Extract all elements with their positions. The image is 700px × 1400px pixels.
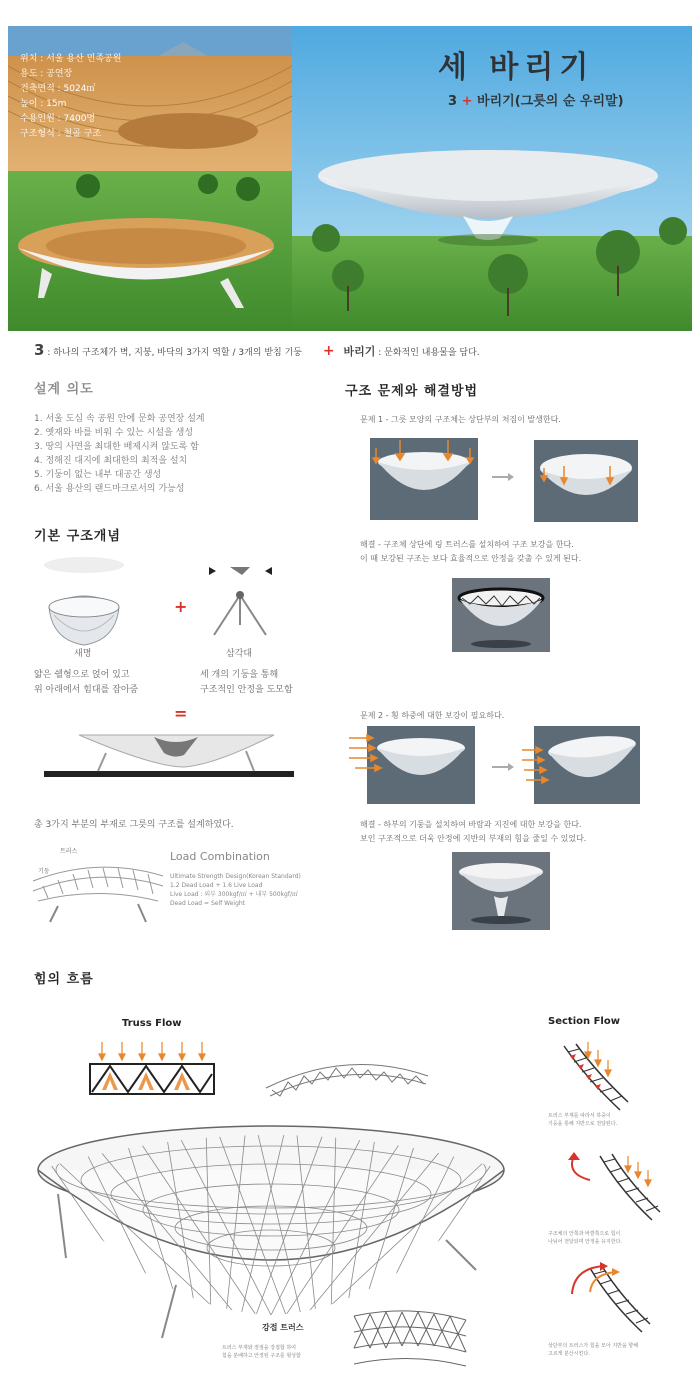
load-line: Ultimate Strength Design(Korean Standard) [170,873,301,880]
solution1-image [452,578,550,652]
list-item: 2. 옛재와 바를 비워 수 있는 시설을 생성 [34,428,194,438]
ring-truss-segment [262,1052,432,1098]
problem1-before-image [370,438,478,520]
concept-bari-text: : 문화적인 내용물을 담다. [378,348,480,358]
solution2-image [452,852,550,930]
load-truss-diagram [28,846,168,924]
arrow-right-icon [492,472,514,482]
force-flow-title: 힘의 흐름 [34,972,94,987]
load-title: Load Combination [170,850,270,863]
solution-1: 해결 - 구조체 상단에 링 트러스를 설치하여 구조 보강을 한다. 이 때 보강된 구조는 보다 효율적으로 안정을 갖출 수 있게 된다. [360,540,582,563]
subtitle-text: 바리기(그릇의 순 우리말) [477,94,624,109]
basic-concept-title: 기본 구조개념 [34,529,121,544]
load-line: 1.2 Dead Load + 1.6 Live Load [170,882,263,889]
svg-text:+: + [174,597,188,616]
info-line: 건축면적 : 5024㎡ [20,84,96,94]
subtitle-plus: + [461,94,473,109]
rigid-truss-label: 강접 트러스 [262,1323,304,1332]
concept-number: 3 [34,341,45,359]
concept-label-right: 삼각대 [226,649,253,659]
concept-text: : 하나의 구조체가 벽, 지붕, 바닥의 3가지 역할 / 3개의 받침 기둥 [47,348,302,358]
truss-flow-label: Truss Flow [122,1018,182,1029]
section-flow-text-2: 구조체의 안쪽과 바깥쪽으로 힘이 나뉘어 전달되며 안정을 유지한다. [548,1231,622,1245]
load-line: Dead Load = Self Weight [170,900,246,907]
problem-1: 문제 1 - 그릇 모양의 구조체는 상단부의 처짐이 발생한다. [360,415,561,424]
info-line: 구조형식 : 철골 구조 [20,129,102,139]
concept-desc-left: 얇은 쉘형으로 얹어 있고 위 아래에서 힘대를 잡아줌 [34,670,139,695]
info-line: 위치 : 서울 용산 민족공원 [20,54,122,64]
hero-banner [8,26,692,331]
list-item: 1. 서울 도심 속 공원 안에 문화 공연장 설계 [34,414,205,424]
problem2-before-image [347,726,475,804]
section-flow-text-3: 상단부의 트러스가 힘을 모아 지반을 향해 고르게 분산시킨다. [548,1343,639,1357]
subtitle-number: 3 [448,94,458,109]
info-line: 수용인원 : 7400명 [20,114,96,124]
concept-line [34,341,480,359]
solution-2: 해결 - 하부의 기둥을 설치하여 바람과 지진에 대한 보강을 한다. 보인 구조적으로 더욱 안정에 지반의 부재의 힘을 줄일 수 있었다. [360,820,587,843]
svg-text:=: = [174,704,188,723]
list-item: 4. 정해진 대지에 최대한의 최적을 설치 [34,456,188,466]
problems-title: 구조 문제와 해결방법 [345,384,479,399]
list-item: 5. 기둥이 없는 내부 대공간 생성 [34,470,162,480]
section-flow-diagram-2 [560,1150,670,1224]
hero-info-box [20,52,180,142]
problem-2: 문제 2 - 횡 하중에 대한 보강이 필요하다. [360,711,505,720]
concept-summary: 총 3가지 부분의 부재로 그릇의 구조를 설계하였다. [34,820,234,830]
section-flow-diagram-1 [560,1040,630,1116]
rigid-truss-detail [350,1306,470,1368]
info-line: 용도 : 공연장 [20,69,73,79]
page-subtitle [448,90,624,109]
section-flow-diagram-3 [560,1262,670,1336]
concept-label-left: 새명 [74,649,92,659]
section-flow-label: Section Flow [548,1016,620,1027]
load-label-truss: 트러스 [60,848,78,855]
concept-plus: + [322,343,335,359]
problem2-after-image [520,726,640,804]
truss-flow-diagram [88,1040,216,1102]
concept-desc-right: 세 개의 기둥을 통해 구조적인 안정을 도모함 [200,670,293,695]
info-line: 높이 : 15m [20,99,67,109]
design-intent-list [34,412,324,496]
problem1-after-image [534,440,638,522]
page-title: 세 바리기 [438,50,595,85]
load-label-column: 기둥 [38,868,50,875]
arrow-right-icon [492,762,514,772]
list-item: 6. 서울 용산의 랜드마크로서의 가능성 [34,484,185,494]
concept-bari: 바리기 [343,345,376,358]
rigid-truss-desc: 트러스 부재와 절점을 강접합 하여 힘을 분배하고 안정된 구조를 형성함 [222,1345,301,1359]
section-flow-text-1: 트러스 부재를 따라서 하중이 기둥을 통해 지반으로 전달된다. [548,1113,618,1127]
design-intent-title: 설계 의도 [34,382,94,397]
list-item: 3. 땅의 사면을 최대한 배제시켜 않도록 함 [34,442,199,452]
load-line: Live Load : 외부 300kgf/㎡ + 내부 500kgf/㎡ [170,891,298,898]
load-lines [170,872,340,908]
